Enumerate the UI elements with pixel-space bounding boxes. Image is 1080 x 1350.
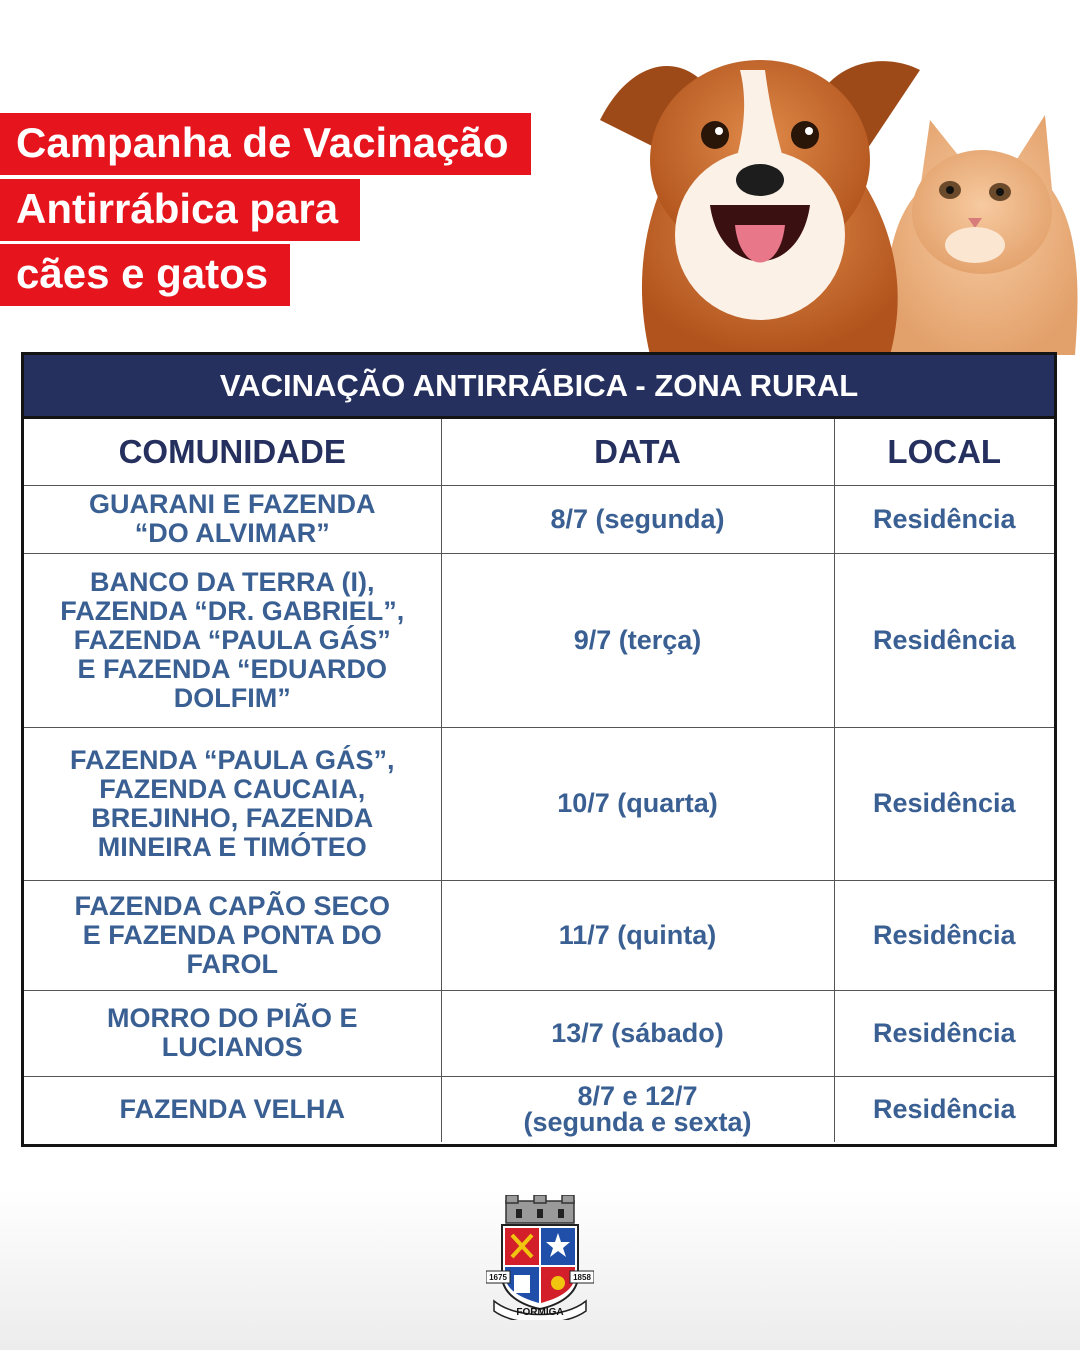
- crown-icon: [506, 1195, 574, 1223]
- shield-icon: [502, 1225, 578, 1309]
- cat-figure: [886, 115, 1077, 355]
- cell-comunidade: FAZENDA VELHA: [24, 1076, 441, 1142]
- cell-data: 8/7 (segunda): [441, 485, 834, 553]
- table-row: [24, 990, 1054, 1076]
- cell-local: Residência: [834, 990, 1054, 1076]
- table-row: [24, 727, 1054, 880]
- cell-local: Residência: [834, 553, 1054, 727]
- table-row: [24, 880, 1054, 990]
- dog-figure: [600, 60, 920, 355]
- formiga-coat-of-arms: [486, 1195, 594, 1320]
- header-local: LOCAL: [834, 419, 1054, 485]
- cell-comunidade: FAZENDA “PAULA GÁS”, FAZENDA CAUCAIA, BREJINHO, FAZENDA MINEIRA E TIMÓTEO: [24, 727, 441, 880]
- cell-comunidade: FAZENDA CAPÃO SECO E FAZENDA PONTA DO FAROL: [24, 880, 441, 990]
- cell-data: 10/7 (quarta): [441, 727, 834, 880]
- dog-and-cat-illustration: [590, 30, 1080, 355]
- cell-local: Residência: [834, 880, 1054, 990]
- cell-comunidade: GUARANI E FAZENDA “DO ALVIMAR”: [24, 485, 441, 553]
- cell-local: Residência: [834, 727, 1054, 880]
- table-row: [24, 485, 1054, 553]
- table-header-row: [24, 419, 1054, 485]
- table-banner: VACINAÇÃO ANTIRRÁBICA - ZONA RURAL: [24, 355, 1054, 419]
- crest-year-right: 1858: [573, 1273, 591, 1282]
- table-row: [24, 553, 1054, 727]
- crest-year-left: 1675: [489, 1273, 507, 1282]
- cell-local: Residência: [834, 1076, 1054, 1142]
- header-comunidade: COMUNIDADE: [24, 419, 441, 485]
- campaign-title-line-2: Antirrábica para: [0, 179, 360, 241]
- cell-data: 8/7 e 12/7 (segunda e sexta): [441, 1076, 834, 1142]
- cell-comunidade: BANCO DA TERRA (I), FAZENDA “DR. GABRIEL”, FAZENDA “PAULA GÁS” E FAZENDA “EDUARDO DOLFIM”: [24, 553, 441, 727]
- vaccination-schedule-table: [21, 352, 1057, 1147]
- header-data: DATA: [441, 419, 834, 485]
- cell-data: 9/7 (terça): [441, 553, 834, 727]
- campaign-title-line-3: cães e gatos: [0, 244, 290, 306]
- campaign-title-line-1: Campanha de Vacinação: [0, 113, 531, 175]
- crest-banner-text: FORMIGA: [516, 1307, 564, 1318]
- table-row: [24, 1076, 1054, 1142]
- cell-local: Residência: [834, 485, 1054, 553]
- cell-data: 11/7 (quinta): [441, 880, 834, 990]
- cell-comunidade: MORRO DO PIÃO E LUCIANOS: [24, 990, 441, 1076]
- cell-data: 13/7 (sábado): [441, 990, 834, 1076]
